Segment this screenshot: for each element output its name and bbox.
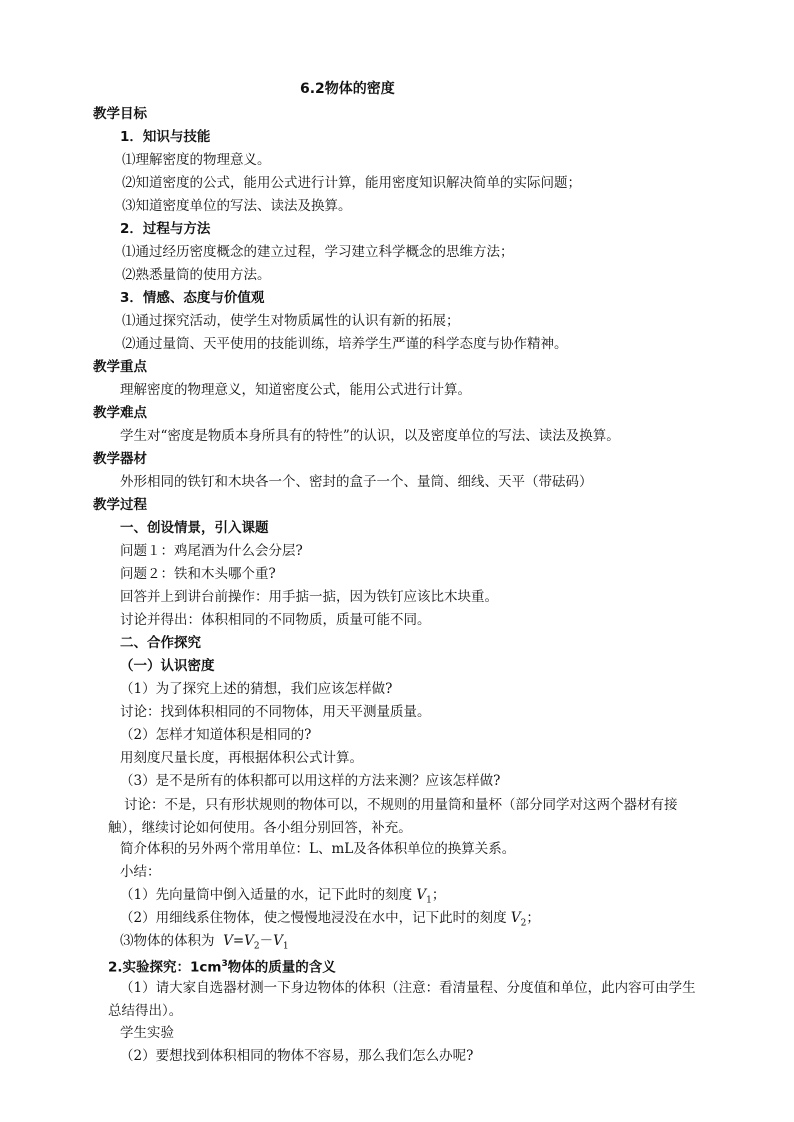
step-3-discussion: 讨论：不是，只有形状规则的物体可以，不规则的用量筒和量杯（部分同学对这两个器材有接触），继续讨论如何使用。各小组分别回答，补充。 bbox=[108, 797, 678, 836]
key-heading: 教学重点 bbox=[93, 359, 147, 375]
experiment-heading: 2.实验探究：$1cm^3$物体的质量的含义 bbox=[108, 959, 336, 976]
equipment-heading: 教学器材 bbox=[93, 451, 147, 467]
summary-label: 小结： bbox=[120, 864, 161, 880]
goals-s2-item-2: ⑵熟悉量筒的使用方法。 bbox=[122, 267, 271, 283]
summary-step-3: ⑶物体的体积为 $V=V_2-V_1$ bbox=[120, 933, 289, 952]
goals-s2-item-1: ⑴通过经历密度概念的建立过程，学习建立科学概念的思维方法； bbox=[122, 244, 514, 260]
student-experiment: 学生实验 bbox=[120, 1025, 174, 1041]
goals-s3-item-1: ⑴通过探究活动，使学生对物质属性的认识有新的拓展； bbox=[122, 313, 460, 329]
goals-section-3: 3．情感、态度与价值观 bbox=[120, 290, 265, 306]
experiment-step-1: （1）请大家自选器材测一下身边物体的体积（注意：看清量程、分度值和单位，此内容可由学生总结得出）。 bbox=[108, 980, 696, 1019]
goals-s3-item-2: ⑵通过量筒、天平使用的技能训练，培养学生严谨的科学态度与协作精神。 bbox=[122, 336, 568, 352]
volume-units: 简介体积的另外两个常用单位：L、mL及各体积单位的换算关系。 bbox=[120, 841, 516, 857]
summary-step-1: （1）先向量筒中倒入适量的水，记下此时的刻度 $V_1$； bbox=[120, 887, 446, 906]
subsection-density: （一）认识密度 bbox=[120, 658, 215, 674]
goals-s1-item-3: ⑶知道密度单位的写法、读法及换算。 bbox=[122, 198, 352, 214]
process-heading: 教学过程 bbox=[93, 497, 147, 513]
key-text: 理解密度的物理意义，知道密度公式，能用公式进行计算。 bbox=[120, 382, 471, 398]
equipment-text: 外形相同的铁钉和木块各一个、密封的盒子一个、量筒、细线、天平（带砝码） bbox=[120, 474, 593, 490]
summary-step-2: （2）用细线系住物体，使之慢慢地浸没在水中，记下此时的刻度 $V_2$； bbox=[120, 910, 540, 929]
goals-section-2: 2．过程与方法 bbox=[120, 221, 211, 237]
process-part-1: 一、创设情景，引入课题 bbox=[120, 520, 269, 536]
step-1: （1）为了探究上述的猜想，我们应该怎样做? bbox=[120, 681, 393, 697]
difficulty-heading: 教学难点 bbox=[93, 405, 147, 421]
document-title: 6.2物体的密度 bbox=[300, 81, 395, 97]
goals-section-1: 1．知识与技能 bbox=[120, 129, 211, 145]
difficulty-text: 学生对“密度是物质本身所具有的特性”的认识，以及密度单位的写法、读法及换算。 bbox=[120, 428, 620, 444]
goals-s1-item-1: ⑴理解密度的物理意义。 bbox=[122, 152, 271, 168]
question-2: 问题２：铁和木头哪个重? bbox=[120, 566, 276, 582]
process-part-2: 二、合作探究 bbox=[120, 635, 201, 651]
step-2-answer: 用刻度尺量长度，再根据体积公式计算。 bbox=[120, 750, 363, 766]
step-1-discussion: 讨论：找到体积相同的不同物体，用天平测量质量。 bbox=[120, 704, 431, 720]
answer-operation: 回答并上到讲台前操作：用手掂一掂，因为铁钉应该比木块重。 bbox=[120, 589, 498, 605]
goals-s1-item-2: ⑵知道密度的公式，能用公式进行计算，能用密度知识解决简单的实际问题； bbox=[122, 175, 581, 191]
goals-heading: 教学目标 bbox=[93, 106, 147, 122]
experiment-step-2: （2）要想找到体积相同的物体不容易，那么我们怎么办呢? bbox=[120, 1048, 474, 1064]
step-3: （3）是不是所有的体积都可以用这样的方法来测？应该怎样做? bbox=[120, 773, 501, 789]
step-2: （2）怎样才知道体积是相同的? bbox=[120, 727, 312, 743]
question-1: 问题１：鸡尾酒为什么会分层? bbox=[120, 543, 303, 559]
discussion-result: 讨论并得出：体积相同的不同物质，质量可能不同。 bbox=[120, 612, 431, 628]
